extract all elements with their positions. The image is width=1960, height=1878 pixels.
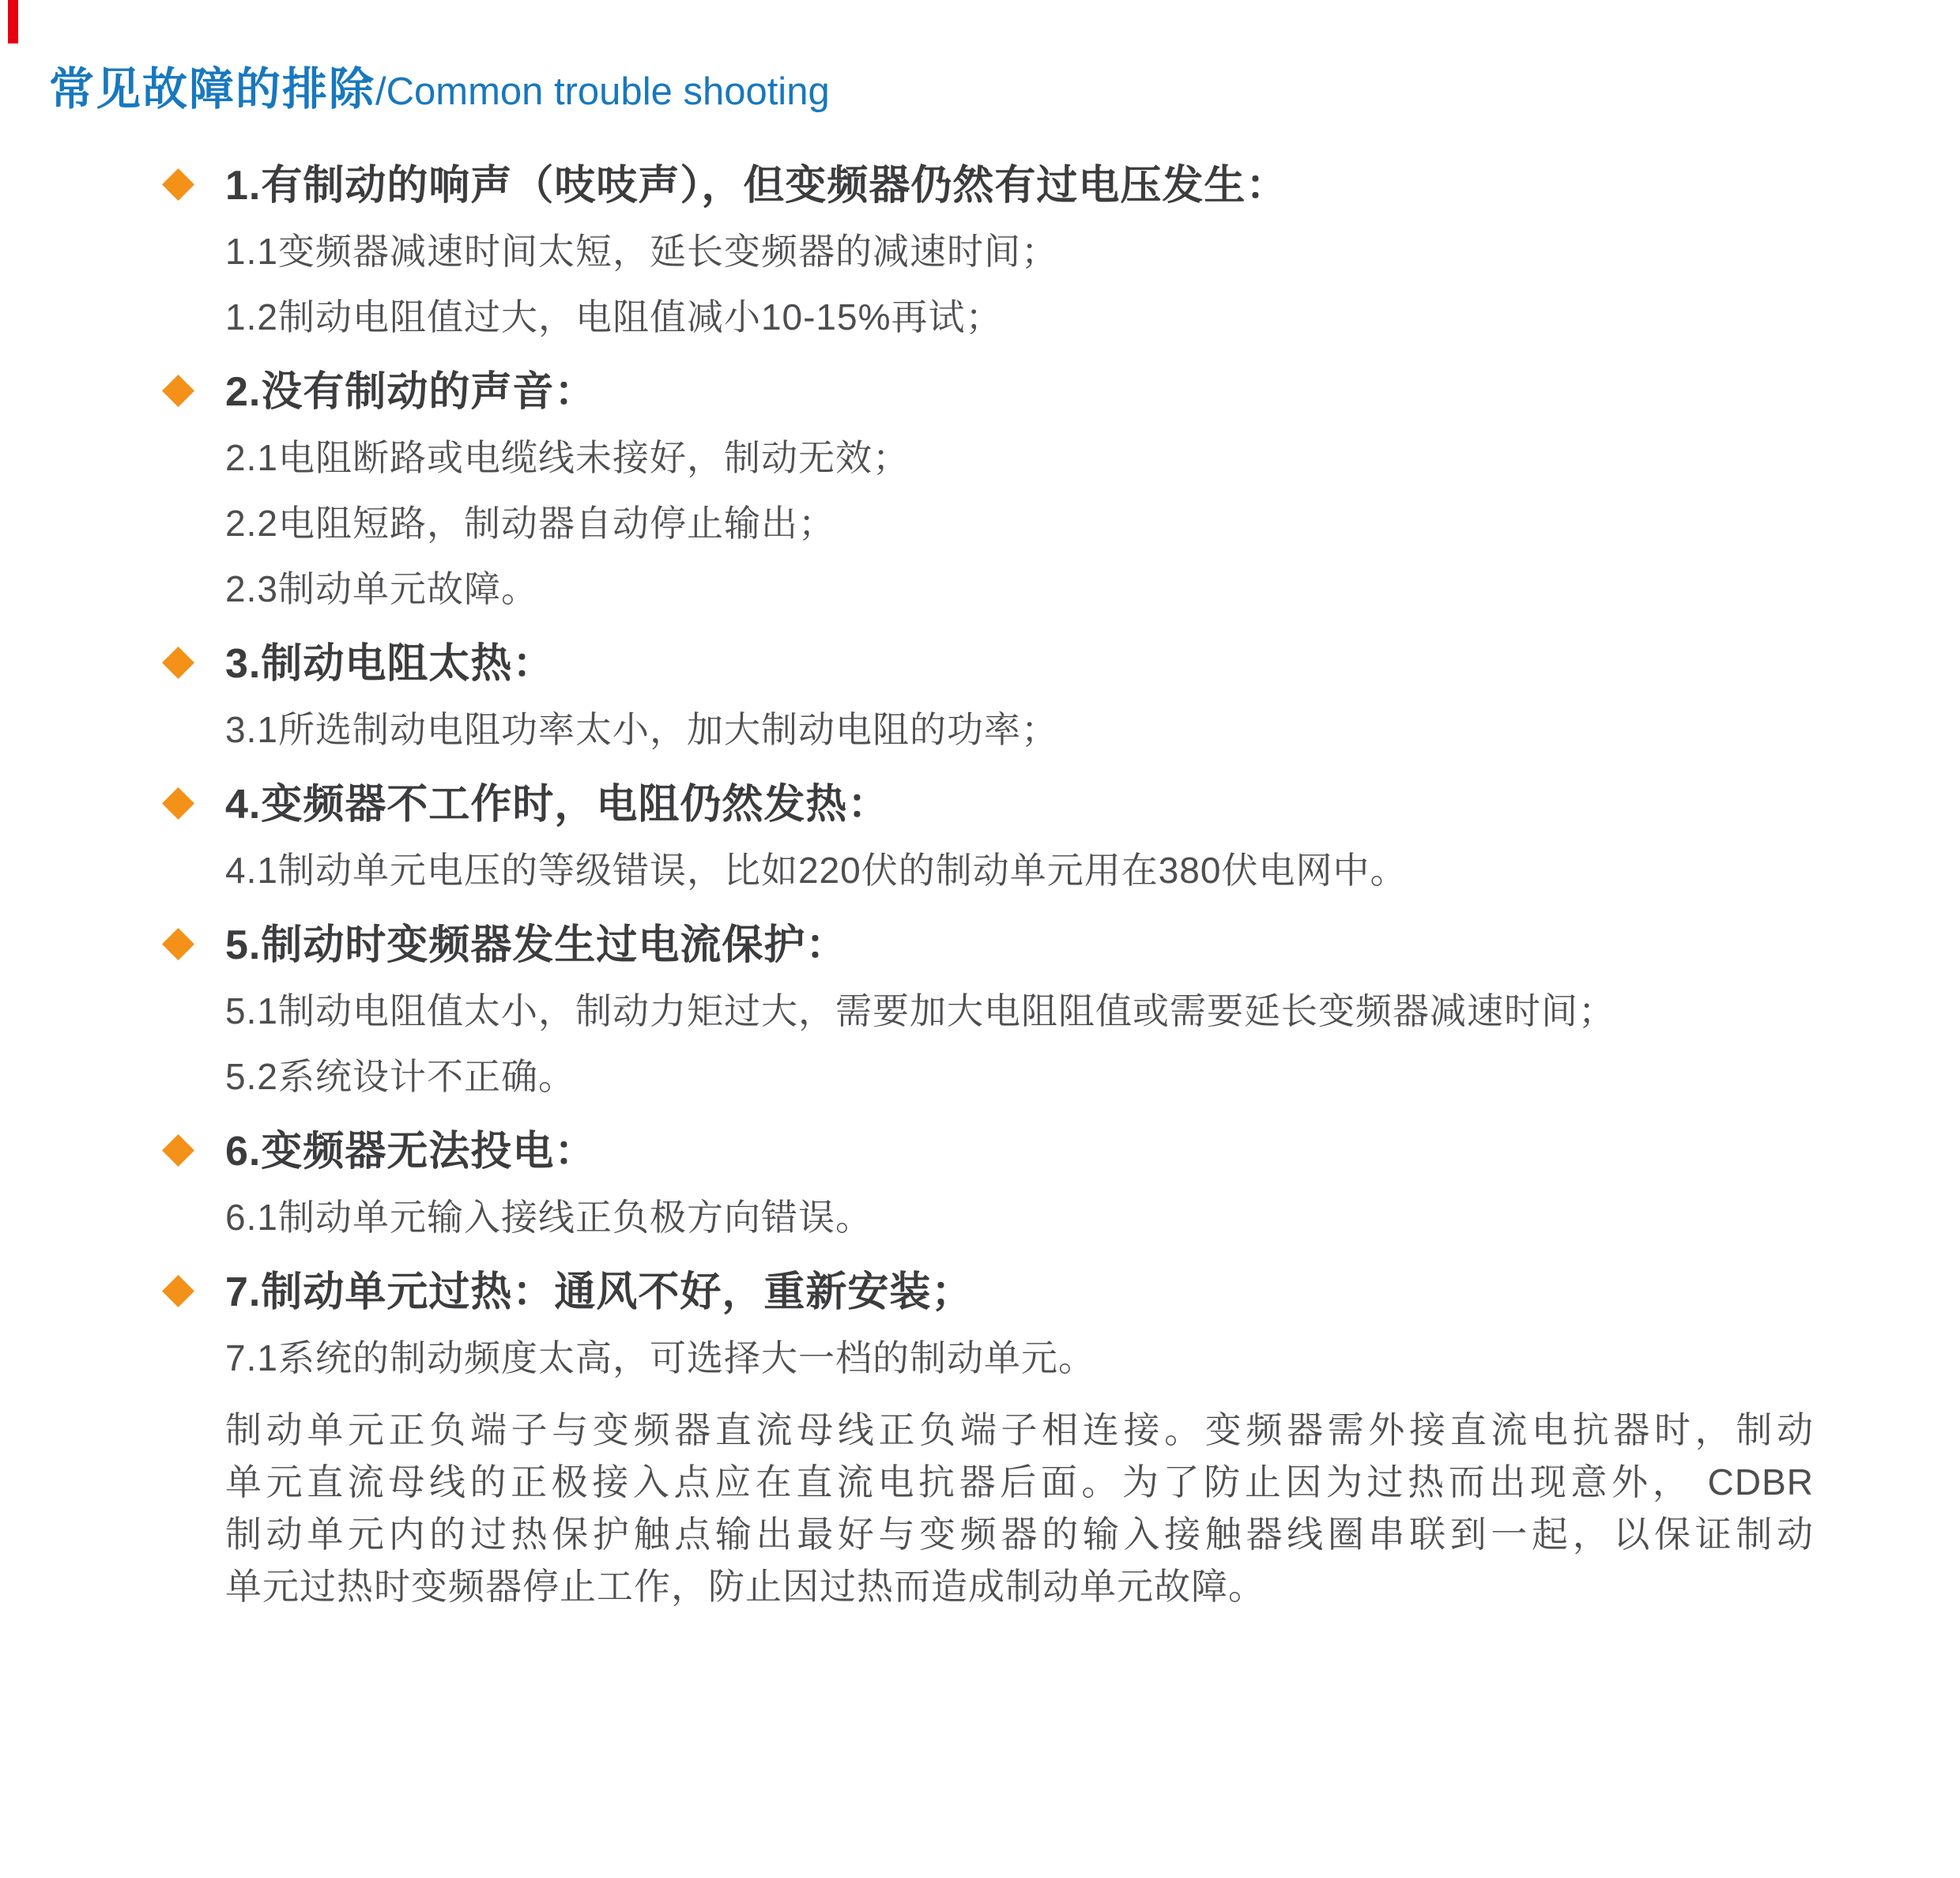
section-item: 7.1系统的制动频度太高，可选择大一档的制动单元。 — [225, 1337, 1095, 1378]
section-heading: 7.制动单元过热：通风不好，重新安装； — [225, 1269, 974, 1315]
section-heading: 6.变频器无法投电： — [225, 1129, 597, 1175]
section-heading: 2.没有制动的声音： — [225, 369, 597, 415]
trouble-section-7 — [225, 1269, 1960, 1378]
page-title-chinese: 常见故障的排除 — [49, 64, 375, 115]
closing-paragraph-line: 单元直流母线的正极接入点应在直流电抗器后面。为了防止因为过热而出现意外， CDBR — [225, 1461, 1814, 1503]
section-item: 2.1电阻断路或电缆线未接好，制动无效； — [225, 437, 910, 478]
troubleshooting-list — [0, 162, 1960, 1378]
trouble-section-6 — [225, 1128, 1960, 1237]
section-heading: 1.有制动的响声（吱吱声），但变频器仍然有过电压发生： — [225, 163, 1288, 209]
section-item: 1.1变频器减速时间太短，延长变频器的减速时间； — [225, 231, 1058, 272]
diamond-bullet-icon — [162, 168, 194, 201]
diamond-bullet-icon — [162, 787, 194, 820]
diamond-bullet-icon — [162, 928, 194, 960]
section-item: 4.1制动单元电压的等级错误，比如220伏的制动单元用在380伏电网中。 — [225, 850, 1408, 891]
page-title — [49, 0, 1960, 120]
diamond-bullet-icon — [162, 375, 194, 407]
closing-paragraph — [225, 1404, 1814, 1612]
section-item: 2.3制动单元故障。 — [225, 568, 538, 609]
trouble-section-2 — [225, 368, 1960, 609]
closing-paragraph-line: 单元过热时变频器停止工作，防止因过热而造成制动单元故障。 — [225, 1566, 1265, 1607]
section-heading: 3.制动电阻太热： — [225, 641, 555, 687]
diamond-bullet-icon — [162, 647, 194, 679]
section-item: 5.2系统设计不正确。 — [225, 1056, 575, 1097]
section-item: 3.1所选制动电阻功率太小，加大制动电阻的功率； — [225, 709, 1058, 750]
section-item: 5.1制动电阻值太小，制动力矩过大，需要加大电阻阻值或需要延长变频器减速时间； — [225, 990, 1615, 1031]
page-corner-red-mark — [8, 0, 18, 43]
section-item: 1.2制动电阻值过大，电阻值减小10-15%再试； — [225, 296, 1003, 338]
trouble-section-1 — [225, 162, 1960, 337]
closing-paragraph-line: 制动单元内的过热保护触点输出最好与变频器的输入接触器线圈串联到一起，以保证制动 — [225, 1514, 1814, 1555]
trouble-section-5 — [225, 922, 1960, 1096]
diamond-bullet-icon — [162, 1134, 194, 1167]
section-heading: 5.制动时变频器发生过电流保护： — [225, 922, 848, 968]
closing-paragraph-line: 制动单元正负端子与变频器直流母线正负端子相连接。变频器需外接直流电抗器时，制动 — [225, 1409, 1814, 1450]
section-heading: 4.变频器不工作时，电阻仍然发热： — [225, 782, 890, 828]
section-item: 2.2电阻短路，制动器自动停止输出； — [225, 503, 835, 544]
diamond-bullet-icon — [162, 1275, 194, 1307]
trouble-section-4 — [225, 781, 1960, 890]
section-item: 6.1制动单元输入接线正负极方向错误。 — [225, 1197, 873, 1238]
page-title-english: /Common trouble shooting — [375, 70, 830, 113]
trouble-section-3 — [225, 640, 1960, 749]
